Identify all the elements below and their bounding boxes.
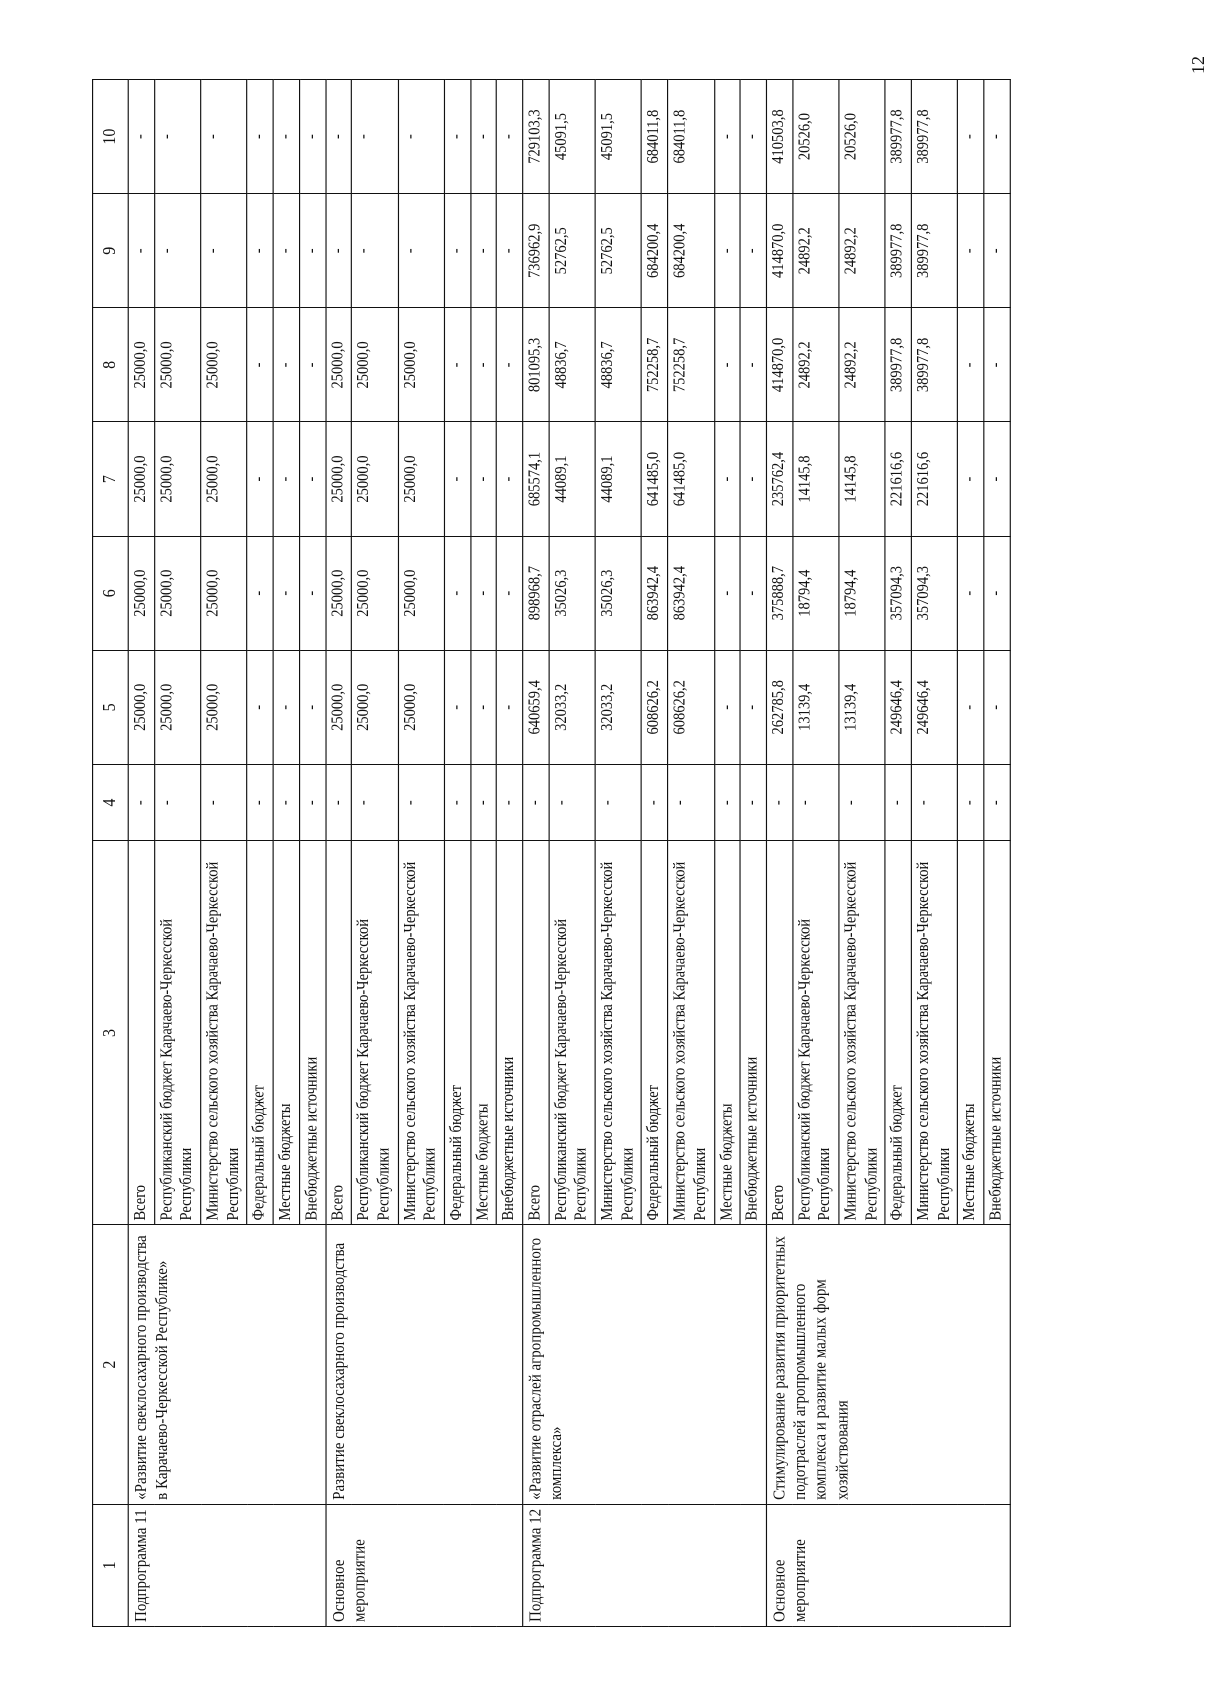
amount-cell: - bbox=[273, 194, 299, 308]
amount-cell: 863942,4 bbox=[668, 536, 714, 650]
column-number: 1 bbox=[93, 1504, 129, 1626]
amount-cell: 32033,2 bbox=[595, 650, 641, 764]
amount-cell: 414870,0 bbox=[766, 308, 792, 422]
amount-cell: 25000,0 bbox=[128, 422, 154, 536]
amount-cell: - bbox=[299, 80, 325, 194]
amount-cell: 898968,7 bbox=[523, 536, 549, 650]
amount-cell: 863942,4 bbox=[642, 536, 668, 650]
column-number: 8 bbox=[93, 308, 129, 422]
column-number-row bbox=[93, 80, 129, 1627]
amount-cell: 389977,8 bbox=[911, 308, 957, 422]
program-type-cell: Основное мероприятие bbox=[766, 1504, 1010, 1626]
amount-cell: - bbox=[201, 764, 247, 841]
amount-cell: 48836,7 bbox=[595, 308, 641, 422]
amount-cell: 13139,4 bbox=[792, 650, 838, 764]
table-row bbox=[325, 80, 351, 1627]
column-number: 10 bbox=[93, 80, 129, 194]
program-type-cell: Основное мероприятие bbox=[325, 1504, 522, 1626]
amount-cell: 752258,7 bbox=[642, 308, 668, 422]
amount-cell: - bbox=[247, 764, 273, 841]
amount-cell: - bbox=[497, 194, 523, 308]
amount-cell: 25000,0 bbox=[201, 422, 247, 536]
amount-cell: - bbox=[201, 80, 247, 194]
amount-cell: 414870,0 bbox=[766, 194, 792, 308]
amount-cell: 25000,0 bbox=[154, 308, 200, 422]
amount-cell: - bbox=[273, 80, 299, 194]
amount-cell: - bbox=[740, 536, 766, 650]
amount-cell: - bbox=[911, 764, 957, 841]
funding-source-cell: Местные бюджеты bbox=[273, 841, 299, 1225]
amount-cell: 729103,3 bbox=[523, 80, 549, 194]
table-row bbox=[128, 80, 154, 1627]
amount-cell: 20526,0 bbox=[839, 80, 885, 194]
amount-cell: - bbox=[247, 536, 273, 650]
amount-cell: - bbox=[273, 422, 299, 536]
rotated-page-content bbox=[92, 79, 1097, 1627]
amount-cell: - bbox=[444, 194, 470, 308]
amount-cell: 25000,0 bbox=[128, 536, 154, 650]
program-name-cell: «Развитие отраслей агропромышленного комплекса» bbox=[523, 1225, 767, 1504]
amount-cell: - bbox=[958, 80, 984, 194]
amount-cell: 684011,8 bbox=[668, 80, 714, 194]
amount-cell: - bbox=[444, 764, 470, 841]
amount-cell: - bbox=[984, 650, 1010, 764]
amount-cell: 641485,0 bbox=[668, 422, 714, 536]
amount-cell: 25000,0 bbox=[154, 536, 200, 650]
amount-cell: - bbox=[247, 650, 273, 764]
amount-cell: 640659,4 bbox=[523, 650, 549, 764]
amount-cell: - bbox=[984, 80, 1010, 194]
column-number: 6 bbox=[93, 536, 129, 650]
amount-cell: 249646,4 bbox=[885, 650, 911, 764]
table-row bbox=[523, 80, 549, 1627]
amount-cell: - bbox=[714, 422, 740, 536]
amount-cell: - bbox=[299, 422, 325, 536]
amount-cell: - bbox=[444, 80, 470, 194]
amount-cell: 375888,7 bbox=[766, 536, 792, 650]
amount-cell: - bbox=[444, 308, 470, 422]
amount-cell: 249646,4 bbox=[911, 650, 957, 764]
amount-cell: - bbox=[714, 536, 740, 650]
amount-cell: - bbox=[154, 80, 200, 194]
amount-cell: 357094,3 bbox=[885, 536, 911, 650]
amount-cell: - bbox=[299, 650, 325, 764]
amount-cell: - bbox=[299, 194, 325, 308]
amount-cell: - bbox=[299, 308, 325, 422]
amount-cell: - bbox=[444, 536, 470, 650]
amount-cell: - bbox=[958, 194, 984, 308]
amount-cell: 18794,4 bbox=[839, 536, 885, 650]
funding-source-cell: Республиканский бюджет Карачаево-Черкесской Республики bbox=[352, 841, 398, 1225]
amount-cell: 24892,2 bbox=[839, 194, 885, 308]
amount-cell: 20526,0 bbox=[792, 80, 838, 194]
funding-source-cell: Внебюджетные источники bbox=[984, 841, 1010, 1225]
amount-cell: 25000,0 bbox=[201, 536, 247, 650]
amount-cell: 262785,8 bbox=[766, 650, 792, 764]
amount-cell: 221616,6 bbox=[911, 422, 957, 536]
program-name-cell: Развитие свеклосахарного производства bbox=[325, 1225, 522, 1504]
amount-cell: - bbox=[470, 80, 496, 194]
amount-cell: - bbox=[154, 764, 200, 841]
amount-cell: - bbox=[325, 194, 351, 308]
funding-source-cell: Министерство сельского хозяйства Карачаево-Черкесской Республики bbox=[398, 841, 444, 1225]
amount-cell: 357094,3 bbox=[911, 536, 957, 650]
amount-cell: - bbox=[766, 764, 792, 841]
amount-cell: 608626,2 bbox=[668, 650, 714, 764]
amount-cell: - bbox=[273, 536, 299, 650]
funding-source-cell: Федеральный бюджет bbox=[247, 841, 273, 1225]
funding-source-cell: Внебюджетные источники bbox=[497, 841, 523, 1225]
amount-cell: - bbox=[642, 764, 668, 841]
amount-cell: - bbox=[273, 308, 299, 422]
amount-cell: 25000,0 bbox=[398, 308, 444, 422]
amount-cell: - bbox=[839, 764, 885, 841]
amount-cell: - bbox=[740, 194, 766, 308]
amount-cell: - bbox=[247, 80, 273, 194]
funding-source-cell: Федеральный бюджет bbox=[444, 841, 470, 1225]
funding-source-cell: Всего bbox=[523, 841, 549, 1225]
amount-cell: 35026,3 bbox=[595, 536, 641, 650]
funding-source-cell: Министерство сельского хозяйства Карачаево-Черкесской Республики bbox=[911, 841, 957, 1225]
amount-cell: - bbox=[497, 536, 523, 650]
funding-source-cell: Министерство сельского хозяйства Карачаево-Черкесской Республики bbox=[839, 841, 885, 1225]
amount-cell: 24892,2 bbox=[792, 308, 838, 422]
amount-cell: 52762,5 bbox=[549, 194, 595, 308]
amount-cell: 25000,0 bbox=[325, 536, 351, 650]
amount-cell: 25000,0 bbox=[398, 422, 444, 536]
amount-cell: - bbox=[299, 536, 325, 650]
amount-cell: 684011,8 bbox=[642, 80, 668, 194]
amount-cell: 32033,2 bbox=[549, 650, 595, 764]
amount-cell: - bbox=[247, 194, 273, 308]
amount-cell: - bbox=[740, 80, 766, 194]
funding-table bbox=[92, 79, 1011, 1627]
table-body bbox=[128, 80, 1010, 1627]
amount-cell: - bbox=[984, 308, 1010, 422]
amount-cell: 389977,8 bbox=[885, 194, 911, 308]
amount-cell: 389977,8 bbox=[885, 80, 911, 194]
amount-cell: - bbox=[549, 764, 595, 841]
amount-cell: - bbox=[470, 308, 496, 422]
amount-cell: - bbox=[325, 80, 351, 194]
amount-cell: - bbox=[398, 764, 444, 841]
amount-cell: 25000,0 bbox=[325, 308, 351, 422]
amount-cell: - bbox=[470, 764, 496, 841]
funding-source-cell: Республиканский бюджет Карачаево-Черкесской Республики bbox=[792, 841, 838, 1225]
amount-cell: - bbox=[984, 194, 1010, 308]
funding-source-cell: Всего bbox=[325, 841, 351, 1225]
amount-cell: 410503,8 bbox=[766, 80, 792, 194]
amount-cell: 685574,1 bbox=[523, 422, 549, 536]
amount-cell: - bbox=[154, 194, 200, 308]
amount-cell: - bbox=[984, 764, 1010, 841]
amount-cell: - bbox=[299, 764, 325, 841]
amount-cell: - bbox=[958, 308, 984, 422]
amount-cell: 13139,4 bbox=[839, 650, 885, 764]
amount-cell: 641485,0 bbox=[642, 422, 668, 536]
amount-cell: - bbox=[523, 764, 549, 841]
table-row bbox=[766, 80, 792, 1627]
amount-cell: - bbox=[470, 650, 496, 764]
amount-cell: 35026,3 bbox=[549, 536, 595, 650]
program-type-cell: Подпрограмма 12 bbox=[523, 1504, 767, 1626]
amount-cell: 14145,8 bbox=[792, 422, 838, 536]
amount-cell: - bbox=[247, 422, 273, 536]
amount-cell: 25000,0 bbox=[352, 650, 398, 764]
amount-cell: 45091,5 bbox=[549, 80, 595, 194]
funding-source-cell: Министерство сельского хозяйства Карачаево-Черкесской Республики bbox=[201, 841, 247, 1225]
amount-cell: 25000,0 bbox=[128, 650, 154, 764]
amount-cell: - bbox=[714, 308, 740, 422]
amount-cell: - bbox=[273, 650, 299, 764]
funding-source-cell: Министерство сельского хозяйства Карачаево-Черкесской Республики bbox=[668, 841, 714, 1225]
amount-cell: - bbox=[325, 764, 351, 841]
amount-cell: 736962,9 bbox=[523, 194, 549, 308]
amount-cell: 25000,0 bbox=[128, 308, 154, 422]
column-number: 5 bbox=[93, 650, 129, 764]
amount-cell: - bbox=[128, 194, 154, 308]
amount-cell: - bbox=[714, 80, 740, 194]
funding-source-cell: Местные бюджеты bbox=[714, 841, 740, 1225]
amount-cell: 389977,8 bbox=[911, 194, 957, 308]
amount-cell: 235762,4 bbox=[766, 422, 792, 536]
amount-cell: 44089,1 bbox=[595, 422, 641, 536]
amount-cell: - bbox=[740, 764, 766, 841]
amount-cell: 221616,6 bbox=[885, 422, 911, 536]
amount-cell: 684200,4 bbox=[668, 194, 714, 308]
amount-cell: - bbox=[444, 650, 470, 764]
amount-cell: - bbox=[273, 764, 299, 841]
amount-cell: 25000,0 bbox=[398, 650, 444, 764]
amount-cell: - bbox=[740, 422, 766, 536]
amount-cell: - bbox=[885, 764, 911, 841]
amount-cell: - bbox=[128, 80, 154, 194]
column-number: 4 bbox=[93, 764, 129, 841]
page-number: 12 bbox=[1188, 56, 1208, 74]
amount-cell: - bbox=[984, 536, 1010, 650]
amount-cell: - bbox=[984, 422, 1010, 536]
amount-cell: - bbox=[470, 194, 496, 308]
amount-cell: - bbox=[352, 764, 398, 841]
amount-cell: - bbox=[128, 764, 154, 841]
amount-cell: - bbox=[470, 422, 496, 536]
amount-cell: 25000,0 bbox=[201, 308, 247, 422]
amount-cell: 18794,4 bbox=[792, 536, 838, 650]
amount-cell: 52762,5 bbox=[595, 194, 641, 308]
amount-cell: - bbox=[470, 536, 496, 650]
amount-cell: 25000,0 bbox=[325, 422, 351, 536]
amount-cell: 25000,0 bbox=[154, 650, 200, 764]
funding-source-cell: Местные бюджеты bbox=[958, 841, 984, 1225]
amount-cell: 25000,0 bbox=[154, 422, 200, 536]
funding-source-cell: Внебюджетные источники bbox=[299, 841, 325, 1225]
amount-cell: - bbox=[740, 650, 766, 764]
amount-cell: 25000,0 bbox=[201, 650, 247, 764]
amount-cell: 25000,0 bbox=[325, 650, 351, 764]
funding-source-cell: Внебюджетные источники bbox=[740, 841, 766, 1225]
funding-source-cell: Федеральный бюджет bbox=[642, 841, 668, 1225]
funding-source-cell: Федеральный бюджет bbox=[885, 841, 911, 1225]
amount-cell: - bbox=[740, 308, 766, 422]
amount-cell: - bbox=[497, 764, 523, 841]
funding-source-cell: Министерство сельского хозяйства Карачаево-Черкесской Республики bbox=[595, 841, 641, 1225]
column-number: 2 bbox=[93, 1225, 129, 1504]
amount-cell: 48836,7 bbox=[549, 308, 595, 422]
column-number: 9 bbox=[93, 194, 129, 308]
amount-cell: 389977,8 bbox=[885, 308, 911, 422]
program-name-cell: «Развитие свеклосахарного производства в Карачаево-Черкесской Республике» bbox=[128, 1225, 325, 1504]
amount-cell: - bbox=[958, 650, 984, 764]
amount-cell: 45091,5 bbox=[595, 80, 641, 194]
amount-cell: - bbox=[497, 308, 523, 422]
amount-cell: - bbox=[958, 422, 984, 536]
funding-source-cell: Республиканский бюджет Карачаево-Черкесской Республики bbox=[549, 841, 595, 1225]
amount-cell: - bbox=[352, 80, 398, 194]
amount-cell: - bbox=[958, 764, 984, 841]
amount-cell: 752258,7 bbox=[668, 308, 714, 422]
amount-cell: - bbox=[398, 194, 444, 308]
program-type-cell: Подпрограмма 11 bbox=[128, 1504, 325, 1626]
program-name-cell: Стимулирование развития приоритетных подотраслей агропромышленного комплекса и развитие малых форм хозяйствования bbox=[766, 1225, 1010, 1504]
amount-cell: 25000,0 bbox=[352, 308, 398, 422]
amount-cell: 25000,0 bbox=[352, 536, 398, 650]
amount-cell: 801095,3 bbox=[523, 308, 549, 422]
amount-cell: - bbox=[247, 308, 273, 422]
amount-cell: - bbox=[398, 80, 444, 194]
column-number: 7 bbox=[93, 422, 129, 536]
amount-cell: - bbox=[497, 650, 523, 764]
amount-cell: - bbox=[958, 536, 984, 650]
funding-source-cell: Всего bbox=[766, 841, 792, 1225]
amount-cell: - bbox=[352, 194, 398, 308]
amount-cell: 25000,0 bbox=[398, 536, 444, 650]
funding-source-cell: Республиканский бюджет Карачаево-Черкесской Республики bbox=[154, 841, 200, 1225]
amount-cell: - bbox=[201, 194, 247, 308]
funding-source-cell: Местные бюджеты bbox=[470, 841, 496, 1225]
amount-cell: - bbox=[444, 422, 470, 536]
amount-cell: - bbox=[497, 422, 523, 536]
amount-cell: 389977,8 bbox=[911, 80, 957, 194]
amount-cell: - bbox=[714, 194, 740, 308]
funding-source-cell: Всего bbox=[128, 841, 154, 1225]
column-number: 3 bbox=[93, 841, 129, 1225]
amount-cell: 44089,1 bbox=[549, 422, 595, 536]
amount-cell: - bbox=[497, 80, 523, 194]
amount-cell: 24892,2 bbox=[839, 308, 885, 422]
amount-cell: 25000,0 bbox=[352, 422, 398, 536]
amount-cell: - bbox=[714, 650, 740, 764]
amount-cell: - bbox=[595, 764, 641, 841]
amount-cell: 608626,2 bbox=[642, 650, 668, 764]
amount-cell: - bbox=[792, 764, 838, 841]
amount-cell: - bbox=[668, 764, 714, 841]
amount-cell: - bbox=[714, 764, 740, 841]
amount-cell: 14145,8 bbox=[839, 422, 885, 536]
amount-cell: 24892,2 bbox=[792, 194, 838, 308]
amount-cell: 684200,4 bbox=[642, 194, 668, 308]
